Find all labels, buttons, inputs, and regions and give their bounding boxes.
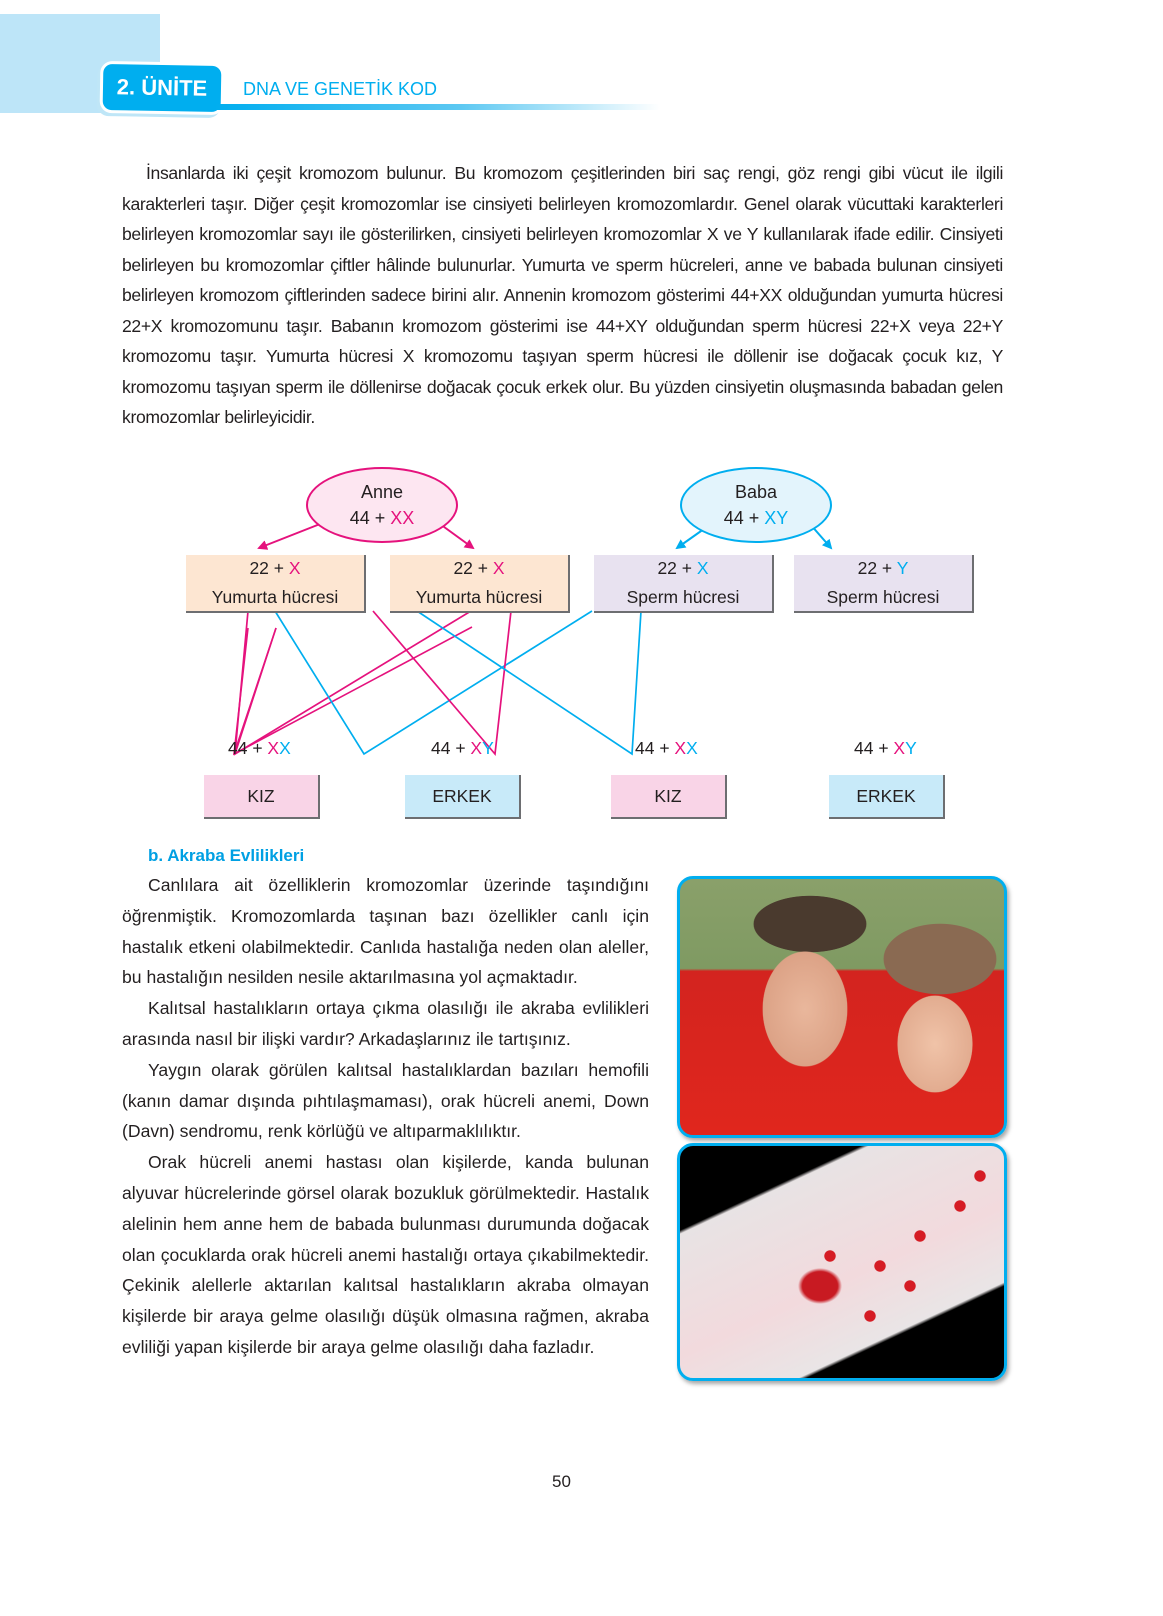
- offspring-karyotype-4: 44 + XY: [854, 738, 917, 758]
- arrow-mother-to-egg-1: [259, 524, 320, 548]
- father-karyotype: 44 + XY: [723, 508, 789, 528]
- intro-paragraph: İnsanlarda iki çeşit kromozom bulunur. Bu kromozom çeşitlerinden biri saç rengi, göz rengi gibi vücut ile ilgili karakterleri taşır. Diğer çeşit kromozomlar ise cinsiyeti belirleyen kromozomlardır. Genel olarak vücuttaki karakterleri belirleyen kromozomlar sayı ile gösterilirken, cinsiyeti belirleyen kromozomlar X ve Y kullanılarak ifade edilir. Cinsiyeti belirleyen bu kromozomlar çiftler hâlinde bulunurlar. Yumurta ve sperm hücreleri, anne ve babada bulunan cinsiyeti belirleyen kromozom çiftlerinden sadece birini alır. Annenin kromozom gösterimi 44+XX olduğundan yumurta hücresi 22+X kromozomunu taşır. Babanın kromozom gösterimi ise 44+XY olduğundan sperm hücresi 22+X veya 22+Y kromozomu taşır. Yumurta hücresi X kromozomu taşıyan sperm hücresi ile döllenir ise doğacak çocuk kız, Y kromozomu taşıyan sperm ile döllenirse doğacak çocuk erkek olur. Bu yüzden cinsiyetin oluşmasında babadan gelen kromozomlar belirleyicidir.: [122, 163, 1003, 427]
- offspring-sex-box-1: KIZ: [204, 775, 320, 819]
- egg-cell-box-1: 22 + X Yumurta hücresi: [186, 555, 366, 613]
- sickle-cell-vessel-illustration: [677, 1143, 1007, 1381]
- gamete-label: Yumurta hücresi: [211, 587, 339, 607]
- down-syndrome-couple-photo: [677, 876, 1007, 1138]
- mother-karyotype: 44 + XX: [349, 508, 415, 528]
- offspring-sex-box-2: ERKEK: [405, 775, 521, 819]
- paragraph: Yaygın olarak görülen kalıtsal hastalıklardan bazıları hemofili (kanın damar dışında pıhtılaşmaması), orak hücreli anemi, Down (Davn) sendromu, renk körlüğü ve altıparmaklılıktır.: [122, 1059, 649, 1142]
- offspring-karyotype-1: 44 + XX: [228, 738, 291, 758]
- paragraph: Orak hücreli anemi hastası olan kişilerde, kanda bulunan alyuvar hücrelerinde görsel olarak bozukluk görülmektedir. Hastalık alelinin hem anne hem de babada bulunması durumunda doğacak olan çocuklarda orak hücreli anemi hastalığı ortaya çıkabilmektedir. Çekinik alellerle aktarılan kalıtsal hastalıkların akraba olmayan kişilerde bir araya gelme olasılığı düşük olmasına rağmen, akraba evliliği yapan kişilerde bir araya gelme olasılığı daha fazladır.: [122, 1152, 649, 1357]
- section-b-body: [122, 870, 649, 1363]
- mother-label: Anne: [360, 482, 404, 502]
- gamete-label: Sperm hücresi: [626, 587, 740, 607]
- father-label: Baba: [734, 482, 778, 502]
- arrow-mother-to-egg-2: [440, 524, 473, 548]
- gamete-label: Sperm hücresi: [826, 587, 940, 607]
- egg-cell-box-2: 22 + X Yumurta hücresi: [390, 555, 570, 613]
- section-heading-consanguineous-marriage: b. Akraba Evlilikleri: [148, 846, 305, 865]
- offspring-karyotype-3: 44 + XX: [635, 738, 698, 758]
- paragraph: Canlılara ait özelliklerin kromozomlar üzerinde taşındığını öğrenmiştik. Kromozomlarda taşınan bazı özellikler canlı için hastalık etkeni olabilmektedir. Canlıda hastalığa neden olan aleller, bu hastalığın nesilden nesile aktarılmasına yol açmaktadır.: [122, 875, 649, 988]
- sperm-cell-box-x: 22 + X Sperm hücresi: [594, 555, 774, 613]
- father-oval: [680, 467, 832, 543]
- offspring-karyotype-2: 44 + XY: [431, 738, 494, 758]
- page-number: 50: [552, 1472, 571, 1491]
- mother-oval: [306, 467, 458, 543]
- gamete-label: Yumurta hücresi: [415, 587, 543, 607]
- offspring-sex-box-4: ERKEK: [829, 775, 945, 819]
- unit-title: DNA VE GENETİK KOD: [243, 79, 438, 99]
- unit-badge: 2. ÜNİTE: [100, 61, 225, 115]
- offspring-sex-box-3: KIZ: [611, 775, 727, 819]
- paragraph: Kalıtsal hastalıkların ortaya çıkma olasılığı ile akraba evlilikleri arasında nasıl bir ilişki vardır? Arkadaşlarınız ile tartışınız.: [122, 998, 649, 1049]
- sperm-cell-box-y: 22 + Y Sperm hücresi: [794, 555, 974, 613]
